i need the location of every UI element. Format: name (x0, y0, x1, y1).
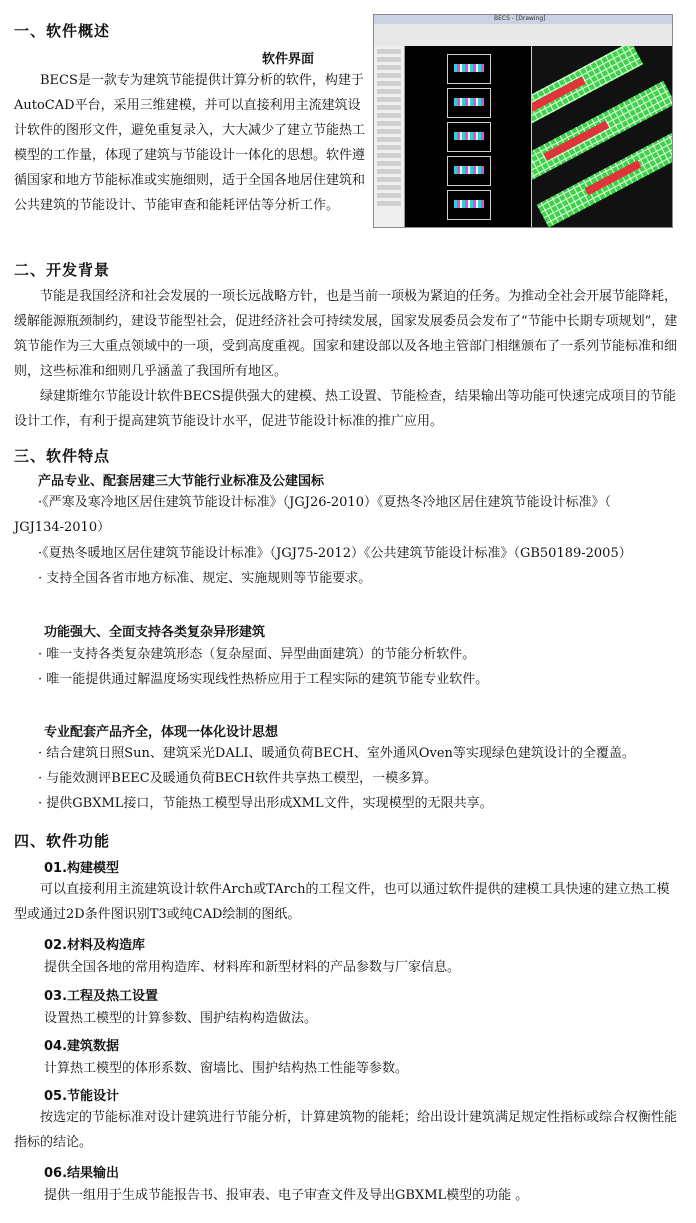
function-3-title: 03.工程及热工设置 (44, 989, 159, 1004)
ui-caption: 软件界面 (262, 52, 315, 67)
screenshot-title: BECS - [Drawing] (494, 15, 546, 22)
feature-group-3-bullet-3: · 提供GBXML接口，节能热工模型导出形成XML文件，实现模型的无限共享。 (38, 796, 493, 811)
section-title-overview: 一、软件概述 (14, 22, 111, 40)
overview-text: BECS是一款专为建筑节能提供计算分析的软件，构建于AutoCAD平台，采用三维建模，并可以直接利用主流建筑设计软件的图形文件，避免重复录入，大大减少了建立节能热工模型的工作量，体现了建筑与节能设计一体化的思想。软件遵循国家和地方节能标准或实施细则，适于全国各地居住建筑和公共建筑的节能设计、节能审查和能耗评估等分析工作。 (14, 73, 366, 213)
function-4-text: 计算热工模型的体形系数、窗墙比、围护结构热工性能等参数。 (44, 1061, 409, 1076)
feature-group-1-bullet-2: ·《夏热冬暖地区居住建筑节能设计标准》（JGJ75-2012）《公共建筑节能设计标准》（GB50189-2005） (38, 546, 632, 561)
background-paragraph-1: 节能是我国经济和社会发展的一项长远战略方针，也是当前一项极为紧迫的任务。为推动全社会开展节能降耗，缓解能源瓶颈制约，建设节能型社会，促进经济社会可持续发展，国家发展委员会发布了“节能中长期专项规划”，建筑节能作为三大重点领域中的一项，受到高度重视。国家和建设部以及各地主管部门相继颁布了一系列节能标准和细则，这些标准和细则几乎涵盖了我国所有地区。 (14, 289, 678, 379)
feature-group-1-title: 产品专业、配套居建三大节能行业标准及公建国标 (38, 474, 325, 489)
background-block (14, 284, 678, 434)
feature-group-3-bullet-1: · 结合建筑日照Sun、建筑采光DALI、暖通负荷BECH、室外通风Oven等实现绿色建筑设计的全覆盖。 (38, 746, 635, 761)
screenshot-titlebar (374, 15, 672, 24)
feature-group-1-bullet-3: · 支持全国各省市地方标准、规定、实施规则等节能要求。 (38, 571, 372, 586)
function-1-title: 01.构建模型 (44, 861, 120, 876)
feature-group-2-bullet-1: · 唯一支持各类复杂建筑形态（复杂屋面、异型曲面建筑）的节能分析软件。 (38, 647, 476, 662)
feature-group-3-title: 专业配套产品齐全，体现一体化设计思想 (44, 725, 279, 740)
screenshot-3d-view (532, 46, 672, 227)
feature-group-1-bullet-1: ·《严寒及寒冷地区居住建筑节能设计标准》（JGJ26-2010）《夏热冬冷地区居住建筑节能设计标准》（ (38, 495, 611, 510)
feature-group-1-bullet-1-cont: JGJ134-2010） (14, 520, 111, 535)
section-title-functions: 四、软件功能 (14, 832, 111, 850)
software-screenshot (373, 14, 673, 228)
3d-building-models (532, 46, 672, 227)
section-title-features: 三、软件特点 (14, 447, 111, 465)
function-5-text: 按选定的节能标准对设计建筑进行节能分析，计算建筑物的能耗；给出设计建筑满足规定性指标或综合权衡性能指标的结论。 (14, 1110, 678, 1150)
function-3-text: 设置热工模型的计算参数、围护结构构造做法。 (44, 1011, 318, 1026)
overview-paragraph (14, 68, 368, 218)
feature-group-2-bullet-2: · 唯一能提供通过解温度场实现线性热桥应用于工程实际的建筑节能专业软件。 (38, 672, 489, 687)
function-6-text: 提供一组用于生成节能报告书、报审表、电子审查文件及导出GBXML模型的功能 。 (44, 1188, 529, 1203)
feature-group-3-bullet-2: · 与能效测评BEEC及暖通负荷BECH软件共享热工模型，一模多算。 (38, 771, 438, 786)
screenshot-toolbar (374, 24, 672, 47)
function-2-title: 02.材料及构造库 (44, 938, 146, 953)
function-4-title: 04.建筑数据 (44, 1039, 120, 1054)
background-paragraph-2: 绿建斯维尔节能设计软件BECS提供强大的建模、热工设置、节能检查，结果输出等功能可快速完成项目的节能设计工作，有利于提高建筑节能设计水平，促进节能设计标准的推广应用。 (14, 389, 676, 429)
screenshot-plan-view (405, 46, 531, 227)
feature-group-2-title: 功能强大、全面支持各类复杂异形建筑 (44, 625, 266, 640)
function-2-text: 提供全国各地的常用构造库、材料库和新型材料的产品参数与厂家信息。 (44, 960, 461, 975)
function-1-block (14, 877, 678, 927)
function-6-title: 06.结果输出 (44, 1166, 120, 1181)
function-5-title: 05.节能设计 (44, 1089, 120, 1104)
function-1-text: 可以直接利用主流建筑设计软件Arch或TArch的工程文件，也可以通过软件提供的建模工具快速的建立热工模型或通过2D条件图识别T3或纯CAD绘制的图纸。 (14, 882, 670, 922)
section-title-background: 二、开发背景 (14, 261, 111, 279)
function-5-block (14, 1105, 678, 1155)
screenshot-side-panel (374, 46, 405, 227)
